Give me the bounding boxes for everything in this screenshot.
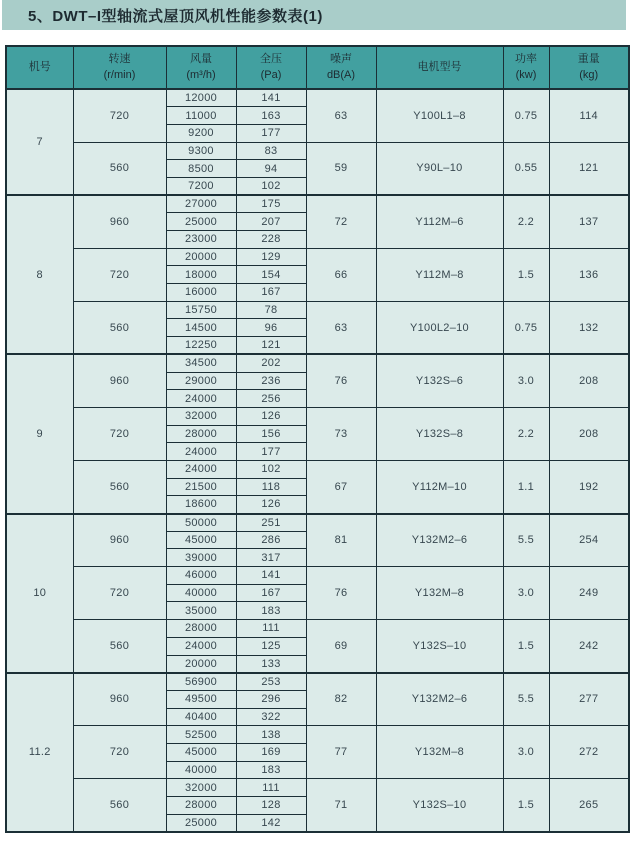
table-row xyxy=(6,248,629,266)
power-cell: 2.2 xyxy=(503,407,549,460)
title-bar xyxy=(2,0,626,30)
pressure-cell: 207 xyxy=(236,213,306,231)
table-head xyxy=(6,46,629,89)
weight-cell: 254 xyxy=(549,514,629,567)
weight-cell: 114 xyxy=(549,89,629,142)
pressure-cell: 256 xyxy=(236,390,306,408)
noise-cell: 82 xyxy=(306,673,376,726)
noise-cell: 59 xyxy=(306,142,376,195)
pressure-cell: 133 xyxy=(236,655,306,673)
column-header: 全压 (Pa) xyxy=(236,46,306,89)
weight-cell: 121 xyxy=(549,142,629,195)
volume-cell: 9300 xyxy=(166,142,236,160)
weight-cell: 192 xyxy=(549,460,629,513)
volume-cell: 11000 xyxy=(166,107,236,125)
power-cell: 1.1 xyxy=(503,460,549,513)
weight-cell: 249 xyxy=(549,567,629,620)
weight-cell: 137 xyxy=(549,195,629,248)
motor-cell: Y90L–10 xyxy=(376,142,503,195)
volume-cell: 28000 xyxy=(166,425,236,443)
power-cell: 5.5 xyxy=(503,514,549,567)
pressure-cell: 111 xyxy=(236,620,306,638)
volume-cell: 45000 xyxy=(166,531,236,549)
pressure-cell: 141 xyxy=(236,567,306,585)
motor-cell: Y132M2–6 xyxy=(376,514,503,567)
pressure-cell: 167 xyxy=(236,284,306,302)
speed-cell: 960 xyxy=(73,514,166,567)
volume-cell: 14500 xyxy=(166,319,236,337)
power-cell: 1.5 xyxy=(503,248,549,301)
column-header: 机号 xyxy=(6,46,73,89)
pressure-cell: 286 xyxy=(236,531,306,549)
noise-cell: 63 xyxy=(306,301,376,354)
speed-cell: 560 xyxy=(73,779,166,832)
noise-cell: 76 xyxy=(306,354,376,407)
speed-cell: 720 xyxy=(73,248,166,301)
pressure-cell: 154 xyxy=(236,266,306,284)
pressure-cell: 118 xyxy=(236,478,306,496)
column-header: 功率 (kw) xyxy=(503,46,549,89)
column-header: 重量 (kg) xyxy=(549,46,629,89)
pressure-cell: 125 xyxy=(236,637,306,655)
volume-cell: 25000 xyxy=(166,814,236,832)
speed-cell: 960 xyxy=(73,195,166,248)
noise-cell: 73 xyxy=(306,407,376,460)
motor-cell: Y132S–8 xyxy=(376,407,503,460)
volume-cell: 18000 xyxy=(166,266,236,284)
speed-cell: 720 xyxy=(73,726,166,779)
pressure-cell: 169 xyxy=(236,743,306,761)
volume-cell: 28000 xyxy=(166,797,236,815)
weight-cell: 272 xyxy=(549,726,629,779)
weight-cell: 277 xyxy=(549,673,629,726)
motor-cell: Y132S–10 xyxy=(376,779,503,832)
volume-cell: 52500 xyxy=(166,726,236,744)
volume-cell: 35000 xyxy=(166,602,236,620)
speed-cell: 560 xyxy=(73,460,166,513)
pressure-cell: 296 xyxy=(236,690,306,708)
pressure-cell: 183 xyxy=(236,761,306,779)
pressure-cell: 236 xyxy=(236,372,306,390)
volume-cell: 32000 xyxy=(166,407,236,425)
speed-cell: 560 xyxy=(73,620,166,673)
volume-cell: 20000 xyxy=(166,248,236,266)
table-row xyxy=(6,354,629,372)
weight-cell: 242 xyxy=(549,620,629,673)
motor-cell: Y112M–8 xyxy=(376,248,503,301)
pressure-cell: 228 xyxy=(236,231,306,249)
noise-cell: 69 xyxy=(306,620,376,673)
performance-table xyxy=(5,45,630,833)
table-row xyxy=(6,407,629,425)
pressure-cell: 167 xyxy=(236,584,306,602)
noise-cell: 76 xyxy=(306,567,376,620)
pressure-cell: 177 xyxy=(236,443,306,461)
pressure-cell: 121 xyxy=(236,337,306,355)
machine-cell: 8 xyxy=(6,195,73,354)
noise-cell: 72 xyxy=(306,195,376,248)
machine-cell: 9 xyxy=(6,354,73,513)
noise-cell: 71 xyxy=(306,779,376,832)
noise-cell: 81 xyxy=(306,514,376,567)
pressure-cell: 102 xyxy=(236,460,306,478)
volume-cell: 18600 xyxy=(166,496,236,514)
volume-cell: 28000 xyxy=(166,620,236,638)
column-header: 风量 (m³/h) xyxy=(166,46,236,89)
motor-cell: Y132S–6 xyxy=(376,354,503,407)
volume-cell: 39000 xyxy=(166,549,236,567)
speed-cell: 560 xyxy=(73,301,166,354)
table-row xyxy=(6,673,629,691)
pressure-cell: 317 xyxy=(236,549,306,567)
pressure-cell: 83 xyxy=(236,142,306,160)
volume-cell: 50000 xyxy=(166,514,236,532)
table-row xyxy=(6,514,629,532)
weight-cell: 265 xyxy=(549,779,629,832)
table-row xyxy=(6,726,629,744)
power-cell: 0.75 xyxy=(503,89,549,142)
pressure-cell: 142 xyxy=(236,814,306,832)
noise-cell: 66 xyxy=(306,248,376,301)
pressure-cell: 96 xyxy=(236,319,306,337)
table-body xyxy=(6,89,629,832)
pressure-cell: 156 xyxy=(236,425,306,443)
noise-cell: 67 xyxy=(306,460,376,513)
weight-cell: 208 xyxy=(549,354,629,407)
motor-cell: Y132M–8 xyxy=(376,567,503,620)
motor-cell: Y112M–10 xyxy=(376,460,503,513)
speed-cell: 720 xyxy=(73,407,166,460)
volume-cell: 15750 xyxy=(166,301,236,319)
weight-cell: 132 xyxy=(549,301,629,354)
volume-cell: 40000 xyxy=(166,761,236,779)
table-row xyxy=(6,142,629,160)
noise-cell: 63 xyxy=(306,89,376,142)
noise-cell: 77 xyxy=(306,726,376,779)
weight-cell: 208 xyxy=(549,407,629,460)
power-cell: 0.75 xyxy=(503,301,549,354)
machine-cell: 7 xyxy=(6,89,73,195)
table-row xyxy=(6,460,629,478)
speed-cell: 560 xyxy=(73,142,166,195)
header-row xyxy=(6,46,629,89)
pressure-cell: 128 xyxy=(236,797,306,815)
power-cell: 1.5 xyxy=(503,779,549,832)
volume-cell: 29000 xyxy=(166,372,236,390)
volume-cell: 32000 xyxy=(166,779,236,797)
pressure-cell: 129 xyxy=(236,248,306,266)
volume-cell: 9200 xyxy=(166,124,236,142)
pressure-cell: 175 xyxy=(236,195,306,213)
page-title: 5、DWT–I型轴流式屋顶风机性能参数表(1) xyxy=(28,7,323,25)
speed-cell: 960 xyxy=(73,354,166,407)
pressure-cell: 322 xyxy=(236,708,306,726)
volume-cell: 16000 xyxy=(166,284,236,302)
volume-cell: 20000 xyxy=(166,655,236,673)
pressure-cell: 111 xyxy=(236,779,306,797)
pressure-cell: 177 xyxy=(236,124,306,142)
pressure-cell: 141 xyxy=(236,89,306,107)
pressure-cell: 163 xyxy=(236,107,306,125)
volume-cell: 49500 xyxy=(166,690,236,708)
power-cell: 3.0 xyxy=(503,567,549,620)
volume-cell: 21500 xyxy=(166,478,236,496)
volume-cell: 12250 xyxy=(166,337,236,355)
table-row xyxy=(6,567,629,585)
table-row xyxy=(6,89,629,107)
motor-cell: Y100L2–10 xyxy=(376,301,503,354)
machine-cell: 11.2 xyxy=(6,673,73,832)
motor-cell: Y112M–6 xyxy=(376,195,503,248)
power-cell: 3.0 xyxy=(503,354,549,407)
pressure-cell: 183 xyxy=(236,602,306,620)
volume-cell: 7200 xyxy=(166,177,236,195)
machine-cell: 10 xyxy=(6,514,73,673)
pressure-cell: 126 xyxy=(236,496,306,514)
volume-cell: 24000 xyxy=(166,637,236,655)
power-cell: 5.5 xyxy=(503,673,549,726)
motor-cell: Y100L1–8 xyxy=(376,89,503,142)
volume-cell: 12000 xyxy=(166,89,236,107)
motor-cell: Y132M2–6 xyxy=(376,673,503,726)
volume-cell: 25000 xyxy=(166,213,236,231)
motor-cell: Y132M–8 xyxy=(376,726,503,779)
column-header: 电机型号 xyxy=(376,46,503,89)
table-row xyxy=(6,620,629,638)
volume-cell: 8500 xyxy=(166,160,236,178)
power-cell: 3.0 xyxy=(503,726,549,779)
volume-cell: 23000 xyxy=(166,231,236,249)
speed-cell: 720 xyxy=(73,567,166,620)
volume-cell: 24000 xyxy=(166,460,236,478)
volume-cell: 24000 xyxy=(166,390,236,408)
pressure-cell: 138 xyxy=(236,726,306,744)
power-cell: 0.55 xyxy=(503,142,549,195)
pressure-cell: 94 xyxy=(236,160,306,178)
pressure-cell: 253 xyxy=(236,673,306,691)
volume-cell: 24000 xyxy=(166,443,236,461)
power-cell: 1.5 xyxy=(503,620,549,673)
volume-cell: 27000 xyxy=(166,195,236,213)
volume-cell: 46000 xyxy=(166,567,236,585)
table-row xyxy=(6,195,629,213)
speed-cell: 960 xyxy=(73,673,166,726)
table-row xyxy=(6,301,629,319)
volume-cell: 34500 xyxy=(166,354,236,372)
pressure-cell: 126 xyxy=(236,407,306,425)
power-cell: 2.2 xyxy=(503,195,549,248)
volume-cell: 45000 xyxy=(166,743,236,761)
pressure-cell: 78 xyxy=(236,301,306,319)
weight-cell: 136 xyxy=(549,248,629,301)
volume-cell: 40400 xyxy=(166,708,236,726)
volume-cell: 40000 xyxy=(166,584,236,602)
pressure-cell: 202 xyxy=(236,354,306,372)
pressure-cell: 251 xyxy=(236,514,306,532)
volume-cell: 56900 xyxy=(166,673,236,691)
pressure-cell: 102 xyxy=(236,177,306,195)
speed-cell: 720 xyxy=(73,89,166,142)
column-header: 转速 (r/min) xyxy=(73,46,166,89)
column-header: 噪声 dB(A) xyxy=(306,46,376,89)
table-row xyxy=(6,779,629,797)
motor-cell: Y132S–10 xyxy=(376,620,503,673)
